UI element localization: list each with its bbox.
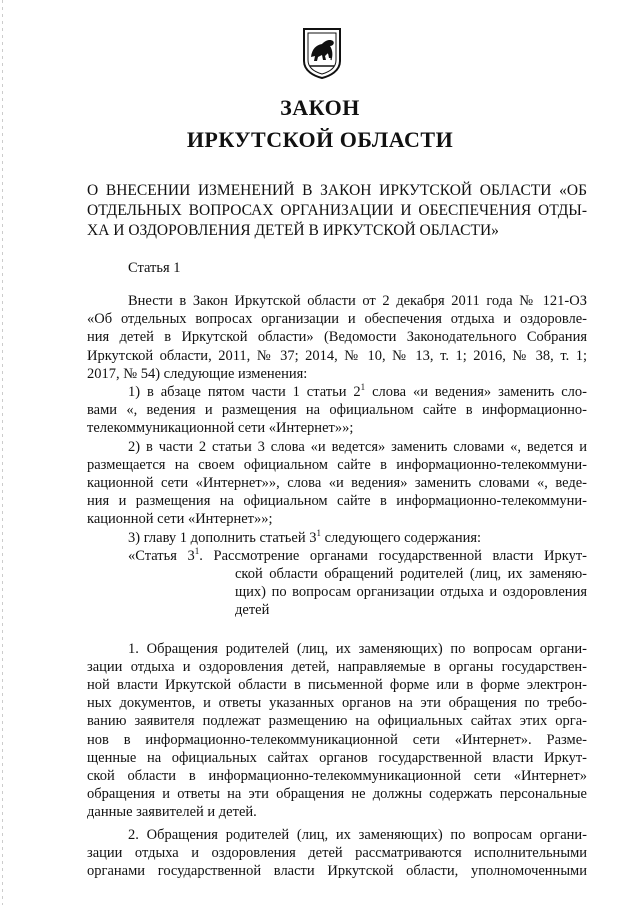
text-line: Внести в Закон Иркутской области от 2 декабря 2011 года № 121-ОЗ [128,293,587,309]
coat-of-arms-emblem [302,27,342,79]
text-line: размещается на своем официальном сайте в информационно-телекоммуни- [87,456,587,473]
text-line [87,383,587,401]
text-line: ной власти Иркутской области в письменной форме или в форме электрон- [87,677,587,694]
text-line: ных документов, и ответы указанных органов на эти обращения по требо- [87,695,587,712]
text-line: вами «, ведения и размещения на официальном сайте в информационно- [87,402,587,419]
superscript: 1 [316,527,321,538]
text-line: зации отдыха и оздоровления детей, направляемые в органы государствен- [87,658,587,675]
text-line: обращения и ответы на эти обращения не должны содержать персональные [87,786,587,803]
text-line: Иркутской области, 2011, № 37; 2014, № 10, № 13, т. 1; 2016, № 38, т. 1; [87,347,587,364]
text-line: 1. Обращения родителей (лиц, их заменяющих) по вопросам органи- [128,640,587,657]
spacer [87,620,587,640]
document-body [87,292,587,880]
text-line: ванию заявителя подлежат размещению на официальных сайтах этих орга- [87,713,587,730]
text-line: ния и размещения на официальном сайте в информационно-телекоммуни- [87,493,587,510]
law-title [87,181,587,241]
text-line: ской области обращений родителей (лиц, их заменяю- [235,566,587,583]
text-line: телекоммуникационной сети «Интернет»»; [87,420,354,437]
text-line: данные заявителей и детей. [87,804,257,821]
text-line: щенные на официальных сайтах органов государственной власти Иркут- [87,749,587,766]
text-fragment: «Статья 3 [128,547,195,564]
text-line: кационной сети «Интернет»»; [87,511,273,528]
text-line [87,529,587,547]
article-heading: Статья 1 [128,260,181,276]
text-line [87,547,587,565]
text-line: детей [235,602,270,619]
law-title-line: О ВНЕСЕНИИ ИЗМЕНЕНИЙ В ЗАКОН ИРКУТСКОЙ ОБЛАСТИ «ОБ [87,182,587,199]
text-fragment: слова «и ведения» заменить сло- [365,384,587,401]
superscript: 1 [360,382,366,393]
text-line: нов в информационно-телекоммуникационной сети «Интернет». Разме- [87,731,587,748]
text-line: 2) в части 2 статьи 3 слова «и ведется» заменить словами «, ведется и [128,438,587,455]
text-line: ской области в информационно-телекоммуникационной сети «Интернет» [87,768,587,785]
superscript: 1 [194,545,200,556]
text-line: «Об отдельных вопросах организации и обеспечения отдыха и оздоровле- [87,311,587,328]
text-line: кационной сети «Интернет»», слова «и ведения» заменить словами «, веде- [87,475,587,492]
text-line: 2017, № 54) следующие изменения: [87,365,308,382]
text-line: ния детей в Иркутской области» (Ведомости Законодательного Собрания [87,329,587,346]
text-line: 2. Обращения родителей (лиц, их заменяющих) по вопросам органи- [128,826,587,843]
text-line: органами государственной власти Иркутской области, уполномоченными [87,863,587,880]
law-title-line: ОТДЕЛЬНЫХ ВОПРОСАХ ОРГАНИЗАЦИИ И ОБЕСПЕЧЕНИЯ ОТДЫ- [87,202,587,219]
text-fragment: 1) в абзаце пятом части 1 статьи 2 [128,384,361,401]
region-title: ИРКУТСКОЙ ОБЛАСТИ [186,127,454,152]
text-fragment: . Рассмотрение органами государственной власти Иркут- [199,547,587,564]
text-line: зации отдыха и оздоровления детей рассматриваются исполнительными [87,844,587,861]
text-line: щих) по вопросам организации отдыха и оздоровления [235,584,587,601]
law-title-line: ХА И ОЗДОРОВЛЕНИЯ ДЕТЕЙ В ИРКУТСКОЙ ОБЛАСТИ» [87,222,499,239]
doc-type-title: ЗАКОН [280,95,360,120]
text-fragment: 3) главу 1 дополнить статьей 3 [128,529,317,546]
text-fragment: следующего содержания: [321,529,482,546]
